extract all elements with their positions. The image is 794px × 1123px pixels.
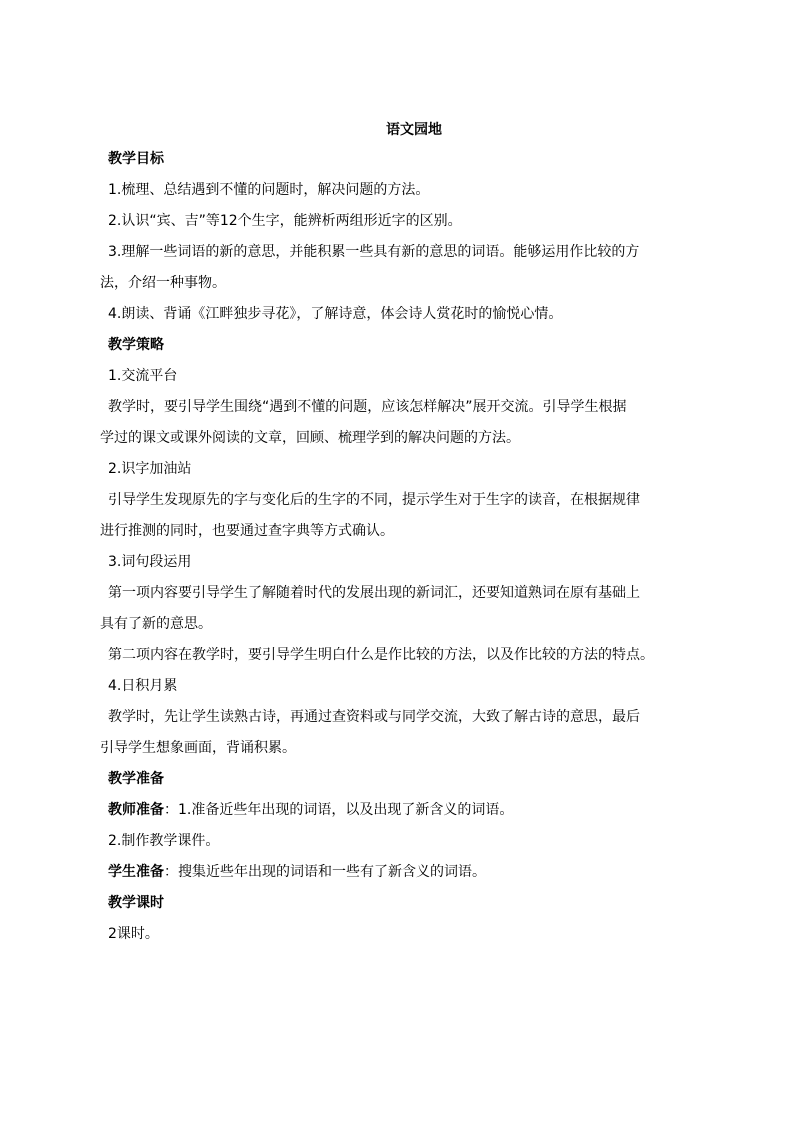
strategy-1-text-line-2: 学过的课文或课外阅读的文章，回顾、梳理学到的解决问题的方法。 (100, 430, 520, 446)
teacher-preparation-text: ：1.准备近些年出现的词语，以及出现了新含义的词语。 (164, 802, 514, 818)
goals-heading: 教学目标 (108, 151, 164, 167)
strategy-heading: 教学策略 (108, 337, 164, 353)
strategy-4-text-line-1: 教学时，先让学生读熟古诗，再通过查资料或与同学交流，大致了解古诗的意思，最后 (108, 709, 640, 725)
teacher-preparation (108, 795, 720, 826)
goal-item-1: 1.梳理、总结遇到不懂的问题时，解决问题的方法。 (108, 182, 430, 198)
goal-item-3-line-1: 3.理解一些词语的新的意思，并能积累一些具有新的意思的词语。能够运用作比较的方 (108, 244, 640, 260)
class-hours-text: 2课时。 (108, 926, 159, 942)
teacher-preparation-item-2: 2.制作教学课件。 (108, 833, 220, 849)
strategy-3-text-line-2: 具有了新的意思。 (100, 616, 212, 632)
teacher-preparation-label: 教师准备 (108, 802, 164, 818)
student-preparation (108, 857, 720, 888)
class-hours-heading: 教学课时 (108, 895, 164, 911)
student-preparation-label: 学生准备 (108, 864, 164, 880)
preparation-heading: 教学准备 (108, 771, 164, 787)
strategy-2-heading: 2.识字加油站 (108, 461, 192, 477)
strategy-3-text-line-1: 第一项内容要引导学生了解随着时代的发展出现的新词汇，还要知道熟词在原有基础上 (108, 585, 640, 601)
strategy-4-text-line-2: 引导学生想象画面，背诵积累。 (100, 740, 296, 756)
document-page (100, 118, 720, 950)
strategy-3-heading: 3.词句段运用 (108, 554, 192, 570)
strategy-3-text-line-3: 第二项内容在教学时，要引导学生明白什么是作比较的方法，以及作比较的方法的特点。 (108, 647, 654, 663)
goal-item-4: 4.朗读、背诵《江畔独步寻花》，了解诗意，体会诗人赏花时的愉悦心情。 (108, 306, 563, 322)
strategy-2-text-line-2: 进行推测的同时，也要通过查字典等方式确认。 (100, 523, 394, 539)
document-title: 语文园地 (386, 122, 442, 138)
goal-item-3-line-2: 法，介绍一种事物。 (100, 275, 226, 291)
goal-item-2: 2.认识“宾、吉”等12个生字，能辨析两组形近字的区别。 (108, 213, 462, 229)
student-preparation-text: ：搜集近些年出现的词语和一些有了新含义的词语。 (164, 864, 486, 880)
strategy-2-text-line-1: 引导学生发现原先的字与变化后的生字的不同，提示学生对于生字的读音，在根据规律 (108, 492, 640, 508)
strategy-1-text-line-1: 教学时，要引导学生围绕“遇到不懂的问题，应该怎样解决”展开交流。引导学生根据 (108, 399, 627, 415)
strategy-1-heading: 1.交流平台 (108, 368, 178, 384)
strategy-4-heading: 4.日积月累 (108, 678, 178, 694)
